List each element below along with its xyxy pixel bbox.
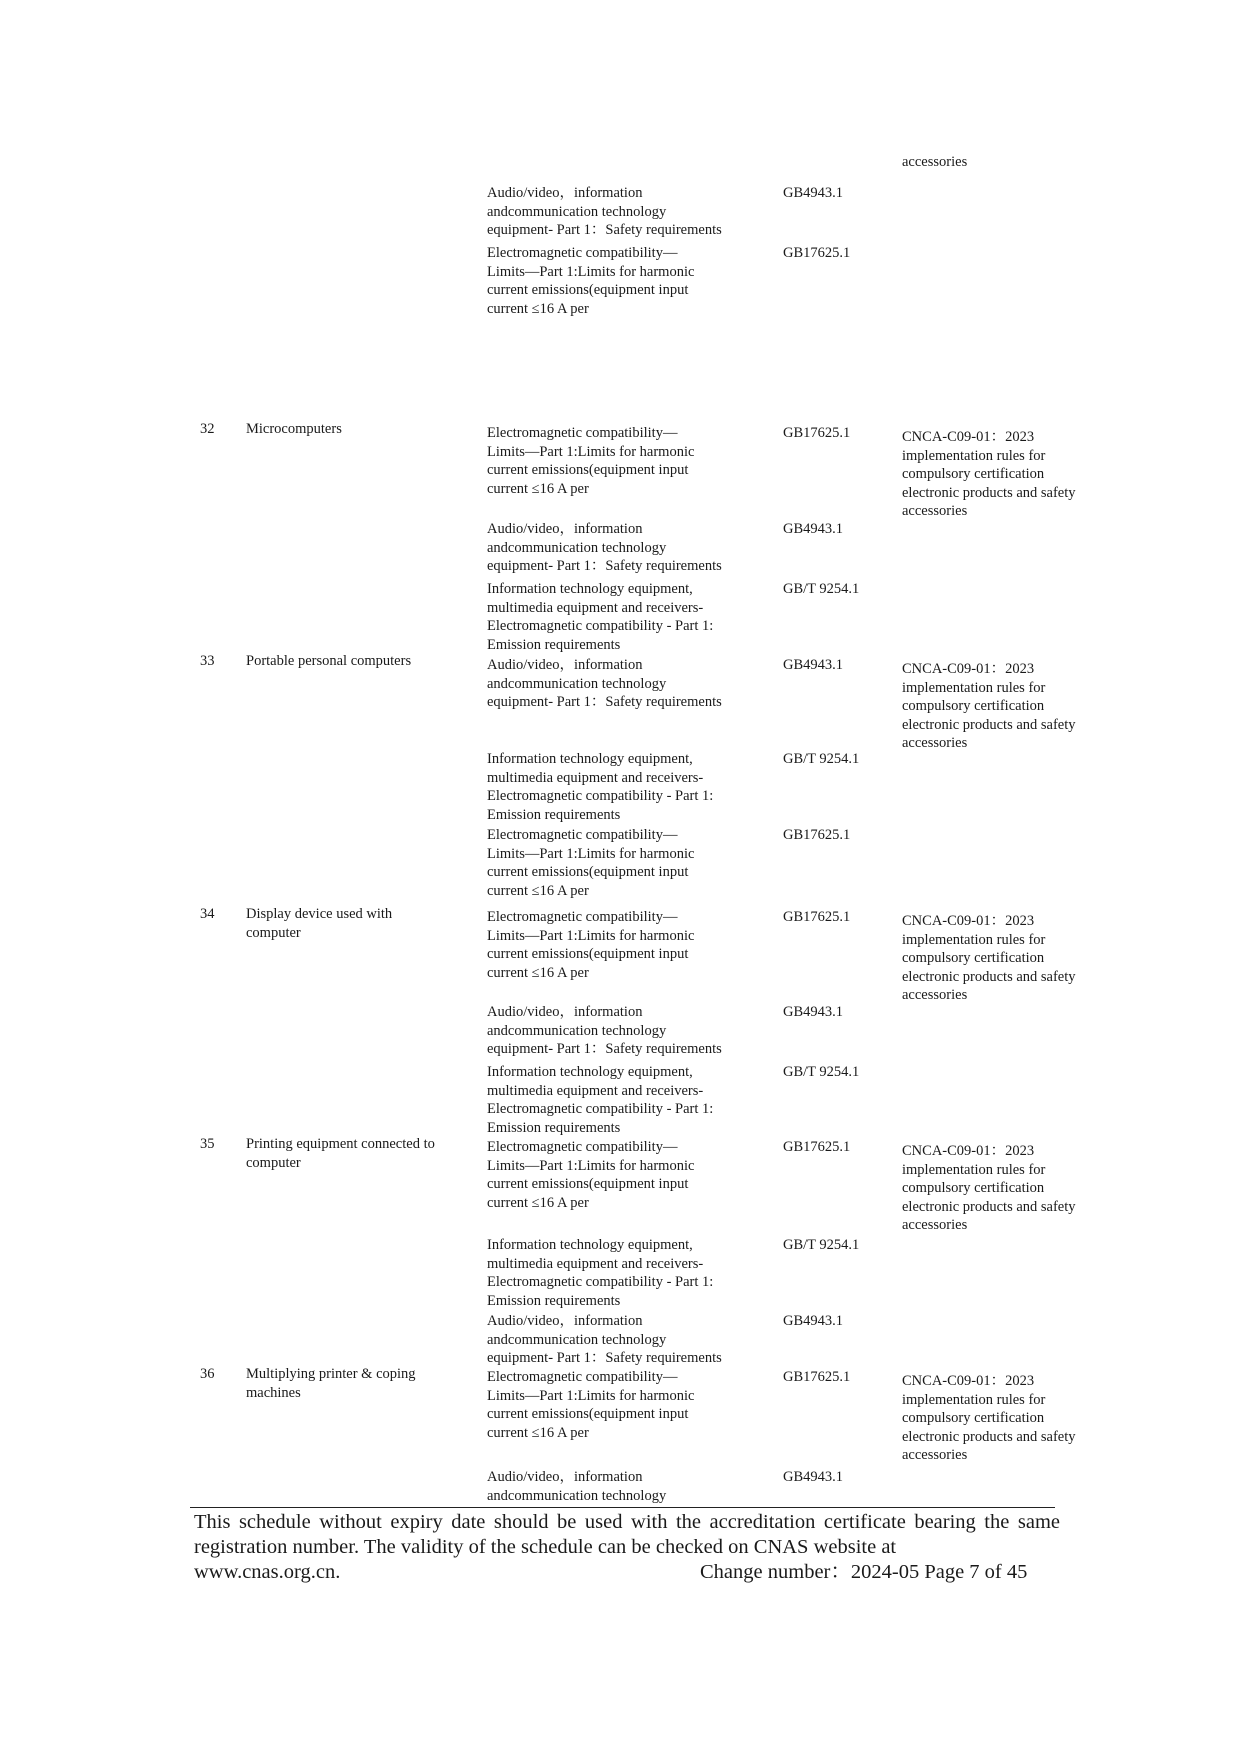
standard-title: Audio/video，information andcommunication technology equipment- Part 1：Safety requirements: [487, 1313, 722, 1366]
implementation-rule: CNCA-C09-01：2023 implementation rules for compulsory certification electronic products and safety accessories: [902, 1373, 1076, 1463]
standard-title: Electromagnetic compatibility— Limits—Part 1:Limits for harmonic current emissions(equipment input current ≤16 A per: [487, 1369, 695, 1441]
standard-title: Audio/video，information andcommunication technology equipment- Part 1：Safety requirements: [487, 185, 722, 238]
implementation-rule: CNCA-C09-01：2023 implementation rules for compulsory certification electronic products and safety accessories: [902, 1143, 1076, 1233]
standard-title: Information technology equipment, multimedia equipment and receivers- Electromagnetic compatibility - Part 1: Emission requirements: [487, 1237, 714, 1309]
standard-code: GB17625.1: [783, 245, 851, 261]
standard-code: GB17625.1: [783, 1369, 851, 1385]
standard-code: GB4943.1: [783, 1469, 844, 1485]
standard-title: Audio/video，information andcommunication technology equipment- Part 1：Safety requirements: [487, 1004, 722, 1057]
standard-code: GB4943.1: [783, 1313, 844, 1329]
standard-code: GB4943.1: [783, 521, 844, 537]
row-number: 36: [200, 1366, 215, 1382]
standard-code: GB17625.1: [783, 425, 851, 441]
standard-code: GB/T 9254.1: [783, 1237, 860, 1253]
row-number: 32: [200, 421, 215, 437]
standard-title: Audio/video，information andcommunication technology: [487, 1469, 667, 1504]
standard-code: GB17625.1: [783, 827, 851, 843]
product-name: Printing equipment connected to computer: [246, 1136, 435, 1171]
footer-change-number: Change number：2024-05 Page 7 of 45: [700, 1561, 1028, 1583]
product-name: Display device used with computer: [246, 906, 393, 941]
standard-code: GB/T 9254.1: [783, 581, 860, 597]
standard-title: Electromagnetic compatibility— Limits—Part 1:Limits for harmonic current emissions(equipment input current ≤16 A per: [487, 1139, 695, 1211]
row-number: 33: [200, 653, 215, 669]
row-number: 34: [200, 906, 215, 922]
footer-divider: [190, 1507, 1055, 1508]
footer-website-link[interactable]: www.cnas.org.cn.: [194, 1561, 341, 1583]
standard-title: Audio/video，information andcommunication technology equipment- Part 1：Safety requirements: [487, 657, 722, 710]
standard-code: GB/T 9254.1: [783, 1064, 860, 1080]
standard-code: GB17625.1: [783, 1139, 851, 1155]
implementation-rule: CNCA-C09-01：2023 implementation rules for compulsory certification electronic products and safety accessories: [902, 913, 1076, 1003]
standard-title: Electromagnetic compatibility— Limits—Part 1:Limits for harmonic current emissions(equipment input current ≤16 A per: [487, 245, 695, 317]
standard-title: Electromagnetic compatibility— Limits—Part 1:Limits for harmonic current emissions(equipment input current ≤16 A per: [487, 909, 695, 981]
standard-code: GB4943.1: [783, 657, 844, 673]
product-name: Multiplying printer & coping machines: [246, 1366, 416, 1401]
standard-code: GB17625.1: [783, 909, 851, 925]
standard-title: Electromagnetic compatibility— Limits—Part 1:Limits for harmonic current emissions(equipment input current ≤16 A per: [487, 425, 695, 497]
implementation-rule: CNCA-C09-01：2023 implementation rules for compulsory certification electronic products and safety accessories: [902, 661, 1076, 751]
standard-title: Electromagnetic compatibility— Limits—Part 1:Limits for harmonic current emissions(equipment input current ≤16 A per: [487, 827, 695, 899]
standard-title: Information technology equipment, multimedia equipment and receivers- Electromagnetic compatibility - Part 1: Emission requirements: [487, 1064, 714, 1136]
row-number: 35: [200, 1136, 215, 1152]
product-name: Microcomputers: [246, 421, 342, 437]
standard-code: GB/T 9254.1: [783, 751, 860, 767]
footer-statement: This schedule without expiry date should be used with the accreditation certificate bearing the same registration number. The validity of the schedule can be checked on CNAS website at: [194, 1511, 1060, 1558]
standard-code: GB4943.1: [783, 185, 844, 201]
product-name: Portable personal computers: [246, 653, 412, 669]
standard-code: GB4943.1: [783, 1004, 844, 1020]
standard-title: Audio/video，information andcommunication technology equipment- Part 1：Safety requirements: [487, 521, 722, 574]
rule-continuation: accessories: [902, 154, 968, 170]
standard-title: Information technology equipment, multimedia equipment and receivers- Electromagnetic compatibility - Part 1: Emission requirements: [487, 751, 714, 823]
implementation-rule: CNCA-C09-01：2023 implementation rules for compulsory certification electronic products and safety accessories: [902, 429, 1076, 519]
standard-title: Information technology equipment, multimedia equipment and receivers- Electromagnetic compatibility - Part 1: Emission requirements: [487, 581, 714, 653]
